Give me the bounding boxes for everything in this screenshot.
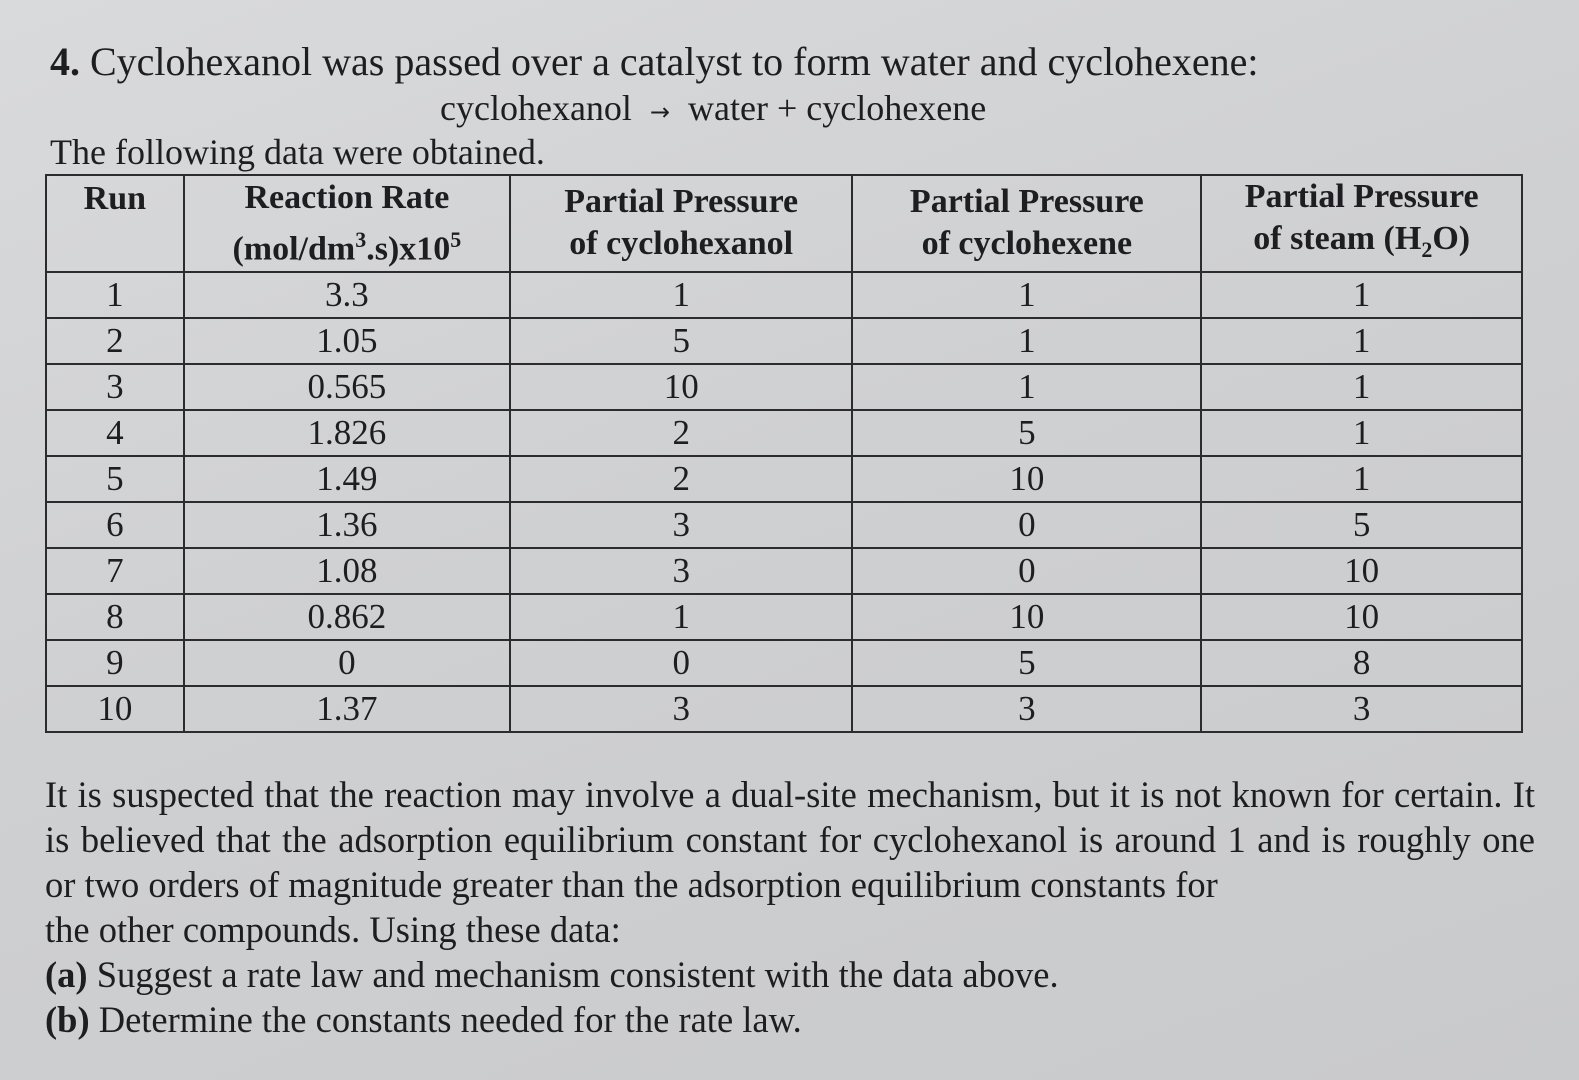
cell-p-cyclohexanol: 1 xyxy=(510,272,852,318)
table-row xyxy=(46,640,1522,686)
header-p-cyclohexene xyxy=(852,175,1201,272)
table-row xyxy=(46,318,1522,364)
header-p-steam-b: O) xyxy=(1432,220,1471,257)
cell-run: 5 xyxy=(46,456,184,502)
table-row xyxy=(46,364,1522,410)
header-p-cyclohexanol xyxy=(510,175,852,272)
cell-run: 10 xyxy=(46,686,184,732)
cell-p-cyclohexanol: 5 xyxy=(510,318,852,364)
question-number: 4. xyxy=(50,39,80,84)
cell-rate: 0.862 xyxy=(184,594,510,640)
question-title-text: Cyclohexanol was passed over a catalyst to form water and cyclohexene: xyxy=(90,39,1259,84)
header-rate-sup2: 5 xyxy=(450,226,462,252)
header-p-steam xyxy=(1201,175,1522,272)
task-text-a: Suggest a rate law and mechanism consistent with the data above. xyxy=(96,954,1059,995)
cell-p-cyclohexene: 1 xyxy=(852,272,1201,318)
cell-p-steam: 1 xyxy=(1201,410,1522,456)
header-p-cyclohexanol-line1: Partial Pressure xyxy=(564,183,799,221)
header-p-steam-line2 xyxy=(1202,218,1521,271)
cell-p-steam: 10 xyxy=(1201,594,1522,640)
cell-p-cyclohexanol: 3 xyxy=(510,548,852,594)
cell-rate: 1.36 xyxy=(184,502,510,548)
table-header-row xyxy=(46,175,1522,272)
header-p-steam-line1: Partial Pressure xyxy=(1244,178,1479,215)
reaction-equation xyxy=(440,86,986,134)
description-paragraph xyxy=(45,772,1535,952)
cell-rate: 0 xyxy=(184,640,510,686)
table-row xyxy=(46,548,1522,594)
cell-p-cyclohexanol: 0 xyxy=(510,640,852,686)
reaction-arrow-icon: → xyxy=(649,97,671,126)
equation-reactant: cyclohexanol xyxy=(440,88,632,128)
cell-p-cyclohexene: 3 xyxy=(852,686,1201,732)
question-title xyxy=(50,38,1258,86)
table-row xyxy=(46,272,1522,318)
header-rate-unit-b: .s)x10 xyxy=(366,230,451,268)
task-item-b xyxy=(45,997,1059,1042)
cell-p-steam: 10 xyxy=(1201,548,1522,594)
cell-p-steam: 5 xyxy=(1201,502,1522,548)
header-rate-line1: Reaction Rate xyxy=(244,178,450,216)
paragraph-text-last: the other compounds. Using these data: xyxy=(45,909,621,950)
cell-p-steam: 3 xyxy=(1201,686,1522,732)
cell-run: 8 xyxy=(46,594,184,640)
intro-text: The following data were obtained. xyxy=(50,132,545,172)
table-row xyxy=(46,456,1522,502)
cell-rate: 1.08 xyxy=(184,548,510,594)
cell-p-cyclohexanol: 10 xyxy=(510,364,852,410)
cell-run: 6 xyxy=(46,502,184,548)
task-list xyxy=(45,952,1059,1042)
cell-p-cyclohexene: 0 xyxy=(852,548,1201,594)
table-row xyxy=(46,502,1522,548)
header-rate-line2 xyxy=(185,219,509,270)
cell-p-cyclohexene: 1 xyxy=(852,318,1201,364)
cell-p-cyclohexene: 1 xyxy=(852,364,1201,410)
header-p-steam-a: of steam (H xyxy=(1253,220,1422,257)
cell-p-cyclohexene: 10 xyxy=(852,456,1201,502)
task-label-b: (b) xyxy=(45,999,90,1040)
header-rate-sup1: 3 xyxy=(355,226,367,252)
cell-p-cyclohexene: 5 xyxy=(852,410,1201,456)
cell-run: 4 xyxy=(46,410,184,456)
task-label-a: (a) xyxy=(45,954,88,995)
cell-run: 1 xyxy=(46,272,184,318)
header-p-cyclohexanol-line2: of cyclohexanol xyxy=(569,225,794,263)
cell-rate: 1.826 xyxy=(184,410,510,456)
header-p-steam-sub: 2 xyxy=(1421,236,1433,262)
table-row xyxy=(46,686,1522,732)
cell-p-cyclohexene: 0 xyxy=(852,502,1201,548)
cell-p-cyclohexanol: 3 xyxy=(510,502,852,548)
header-p-cyclohexene-line1: Partial Pressure xyxy=(909,183,1144,221)
cell-p-cyclohexanol: 2 xyxy=(510,456,852,502)
table-row xyxy=(46,410,1522,456)
task-text-b: Determine the constants needed for the rate law. xyxy=(98,999,802,1040)
cell-p-cyclohexene: 10 xyxy=(852,594,1201,640)
cell-p-steam: 8 xyxy=(1201,640,1522,686)
header-run: Run xyxy=(46,175,184,272)
cell-run: 7 xyxy=(46,548,184,594)
data-table xyxy=(45,174,1523,733)
cell-p-cyclohexanol: 1 xyxy=(510,594,852,640)
cell-rate: 1.49 xyxy=(184,456,510,502)
cell-run: 2 xyxy=(46,318,184,364)
cell-p-steam: 1 xyxy=(1201,364,1522,410)
cell-rate: 1.37 xyxy=(184,686,510,732)
cell-p-steam: 1 xyxy=(1201,272,1522,318)
cell-p-steam: 1 xyxy=(1201,456,1522,502)
task-item-a xyxy=(45,952,1059,997)
header-rate-unit-a: (mol/dm xyxy=(232,230,356,268)
cell-rate: 3.3 xyxy=(184,272,510,318)
cell-run: 3 xyxy=(46,364,184,410)
equation-products: water + cyclohexene xyxy=(688,88,987,128)
cell-run: 9 xyxy=(46,640,184,686)
header-reaction-rate xyxy=(184,175,510,272)
cell-p-cyclohexene: 5 xyxy=(852,640,1201,686)
cell-rate: 1.05 xyxy=(184,318,510,364)
cell-p-cyclohexanol: 2 xyxy=(510,410,852,456)
cell-p-cyclohexanol: 3 xyxy=(510,686,852,732)
table-row xyxy=(46,594,1522,640)
paragraph-text: It is suspected that the reaction may involve a dual-site mechanism, but it is not known for certain. It is believed that the adsorption equilibrium constant for cyclohexanol is around 1 and is roughly one or two orders of magnitude greater than the adsorption equilibrium constants for xyxy=(45,774,1535,905)
header-p-cyclohexene-line2: of cyclohexene xyxy=(921,225,1133,263)
cell-rate: 0.565 xyxy=(184,364,510,410)
cell-p-steam: 1 xyxy=(1201,318,1522,364)
